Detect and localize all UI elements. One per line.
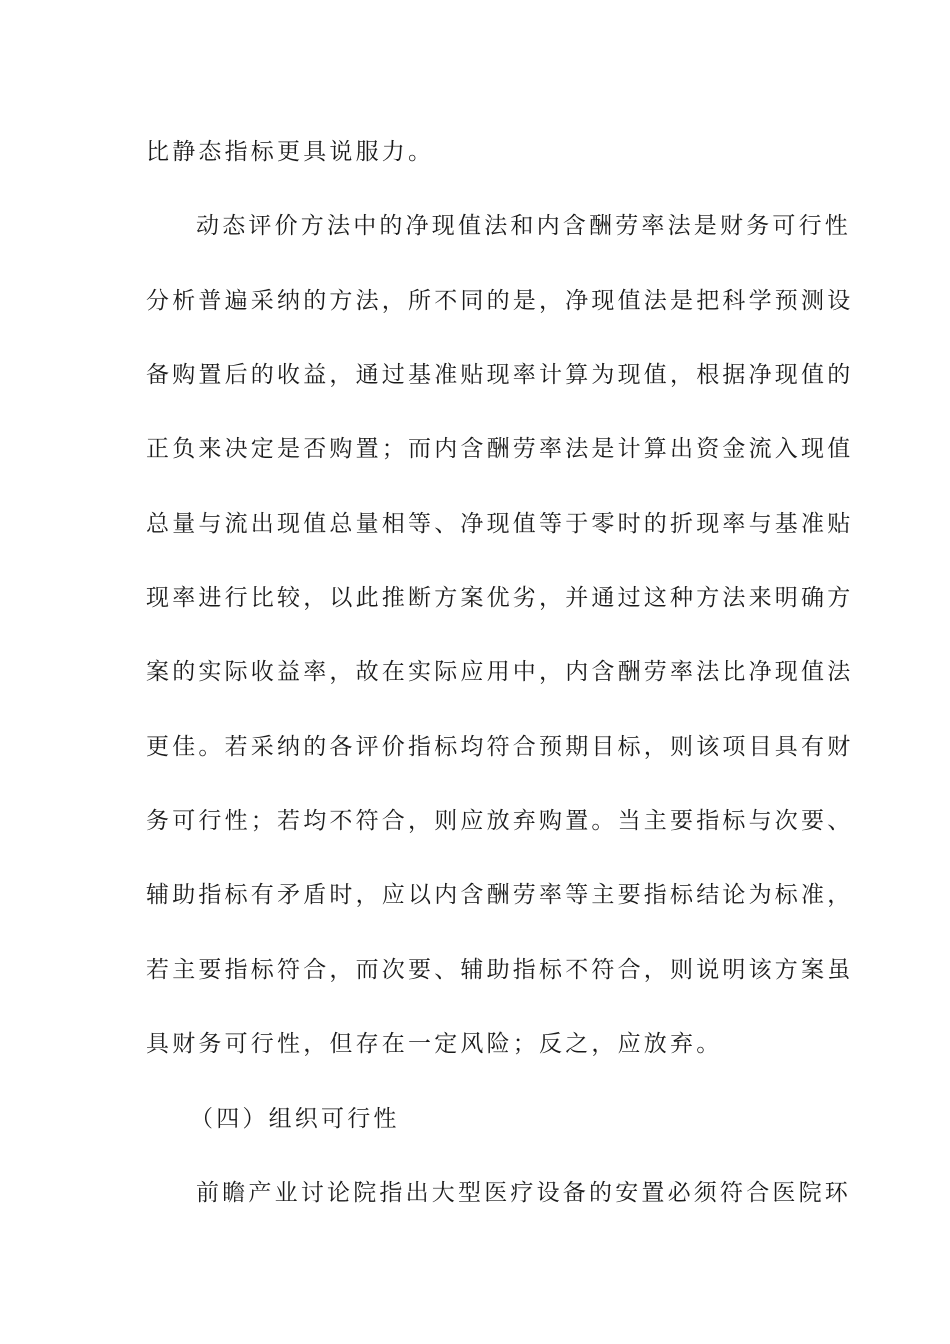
paragraph-line: 正负来决定是否购置；而内含酬劳率法是计算出资金流入现值 [146, 436, 854, 462]
paragraph-line: 动态评价方法中的净现值法和内含酬劳率法是财务可行性 [196, 213, 851, 239]
paragraph-line: 更佳。若采纳的各评价指标均符合预期目标，则该项目具有财 [146, 734, 854, 760]
paragraph-line: 总量与流出现值总量相等、净现值等于零时的折现率与基准贴 [146, 511, 854, 537]
paragraph-line: 若主要指标符合，而次要、辅助指标不符合，则说明该方案虽 [146, 957, 854, 983]
paragraph-line: 分析普遍采纳的方法，所不同的是，净现值法是把科学预测设 [146, 288, 854, 314]
paragraph-line: 前瞻产业讨论院指出大型医疗设备的安置必须符合医院环 [196, 1180, 851, 1206]
section-heading: （四）组织可行性 [190, 1106, 400, 1132]
paragraph-line: 现率进行比较，以此推断方案优劣，并通过这种方法来明确方 [146, 585, 854, 611]
paragraph-line: 案的实际收益率，故在实际应用中，内含酬劳率法比净现值法 [146, 659, 854, 685]
paragraph-line: 务可行性；若均不符合，则应放弃购置。当主要指标与次要、 [146, 808, 854, 834]
paragraph-line: 备购置后的收益，通过基准贴现率计算为现值，根据净现值的 [146, 362, 854, 388]
paragraph-line: 具财务可行性，但存在一定风险；反之，应放弃。 [146, 1031, 723, 1057]
paragraph-line: 辅助指标有矛盾时，应以内含酬劳率等主要指标结论为标准， [146, 882, 854, 908]
paragraph-line: 比静态指标更具说服力。 [146, 139, 435, 165]
